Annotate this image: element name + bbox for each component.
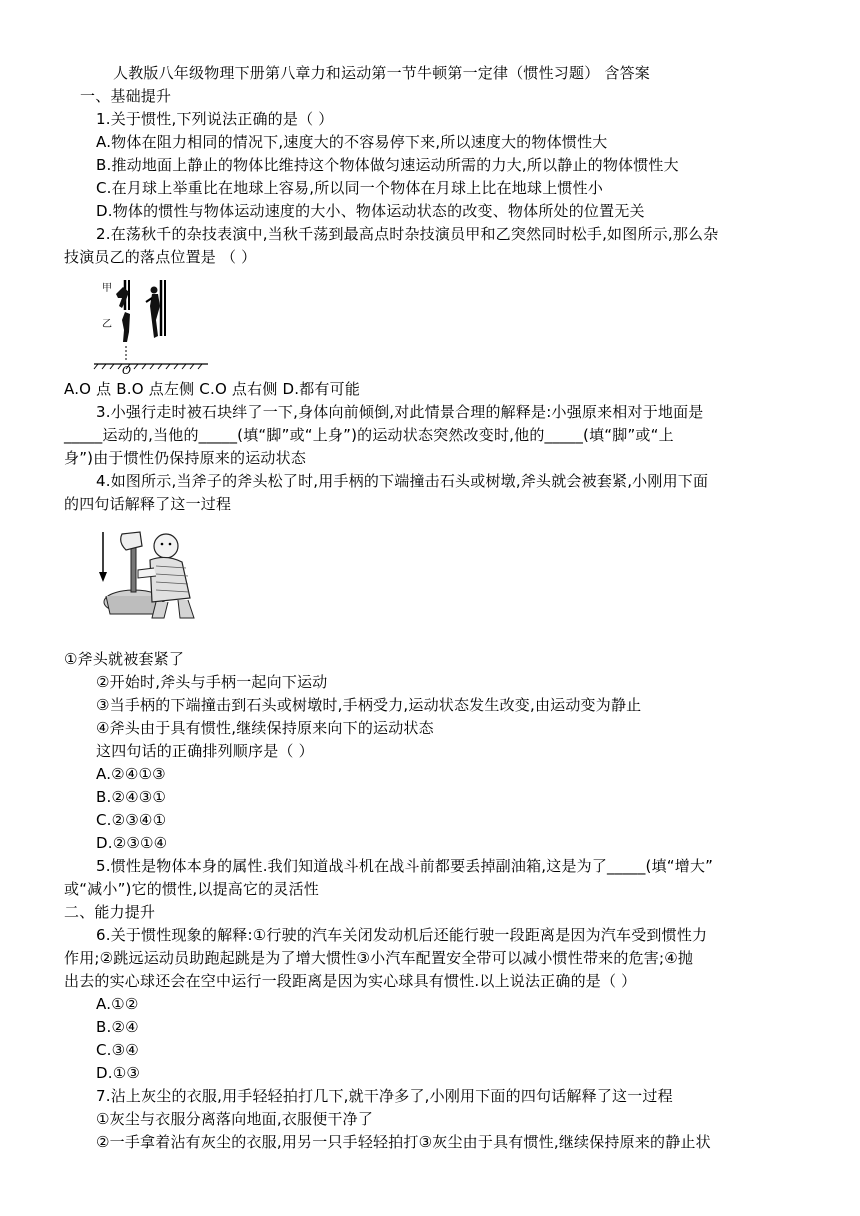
q2-stem-line2: 技演员乙的落点位置是 （ ） bbox=[64, 248, 257, 266]
q4-ask: 这四句话的正确排列顺序是（ ） bbox=[96, 742, 314, 760]
q6-option-d: D.①③ bbox=[96, 1064, 141, 1082]
q2-stem-line1: 2.在荡秋千的杂技表演中,当秋千荡到最高点时杂技演员甲和乙突然同时松手,如图所示,那么杂 bbox=[96, 225, 719, 243]
q1-option-d: D.物体的惯性与物体运动速度的大小、物体运动状态的改变、物体所处的位置无关 bbox=[96, 202, 645, 220]
swing-figure bbox=[92, 276, 212, 378]
q1-stem: 1.关于惯性,下列说法正确的是（ ） bbox=[96, 110, 334, 128]
section-heading-ability: 二、能力提升 bbox=[64, 903, 156, 921]
label-yi: 乙 bbox=[102, 319, 112, 330]
q1-option-b: B.推动地面上静止的物体比维持这个物体做匀速运动所需的力大,所以静止的物体惯性大 bbox=[96, 156, 679, 174]
q5-line1: 5.惯性是物体本身的属性.我们知道战斗机在战斗前都要丢掉副油箱,这是为了_____(填“增大” bbox=[96, 857, 714, 875]
page-title: 人教版八年级物理下册第八章力和运动第一节牛顿第一定律（惯性习题） 含答案 bbox=[113, 64, 650, 82]
q4-sentence-3: ③当手柄的下端撞击到石头或树墩时,手柄受力,运动状态发生改变,由运动变为静止 bbox=[96, 696, 642, 714]
q6-line2: 作用;②跳远运动员助跑起跳是为了增大惯性③小汽车配置安全带可以减小惯性带来的危害;④抛 bbox=[64, 949, 694, 967]
q3-line1: 3.小强行走时被石块绊了一下,身体向前倾倒,对此情景合理的解释是:小强原来相对于地面是 bbox=[96, 403, 704, 421]
label-jia: 甲 bbox=[102, 283, 112, 294]
q2-options: A.O 点 B.O 点左侧 C.O 点右侧 D.都有可能 bbox=[64, 380, 361, 398]
label-o: O bbox=[122, 364, 132, 377]
axe-illustration bbox=[98, 524, 206, 620]
q6-option-b: B.②④ bbox=[96, 1018, 139, 1036]
q6-line3: 出去的实心球还会在空中运行一段距离是因为实心球具有惯性.以上说法正确的是（ ） bbox=[64, 972, 637, 990]
q4-sentence-1: ①斧头就被套紧了 bbox=[64, 650, 185, 668]
q4-line1: 4.如图所示,当斧子的斧头松了时,用手柄的下端撞击石头或树墩,斧头就会被套紧,小刚用下面 bbox=[96, 472, 709, 490]
q7-sentence-1: ①灰尘与衣服分离落向地面,衣服便干净了 bbox=[96, 1110, 374, 1128]
q6-option-a: A.①② bbox=[96, 995, 139, 1013]
q7-line1: 7.沾上灰尘的衣服,用手轻轻拍打几下,就干净多了,小刚用下面的四句话解释了这一过程 bbox=[96, 1087, 673, 1105]
q3-line3: 身”)由于惯性仍保持原来的运动状态 bbox=[64, 449, 307, 467]
q4-option-a: A.②④①③ bbox=[96, 765, 166, 783]
q4-sentence-4: ④斧头由于具有惯性,继续保持原来向下的运动状态 bbox=[96, 719, 434, 737]
section-heading-basic: 一、基础提升 bbox=[80, 87, 172, 105]
q5-line2: 或“减小”)它的惯性,以提高它的灵活性 bbox=[64, 880, 319, 898]
q4-sentence-2: ②开始时,斧头与手柄一起向下运动 bbox=[96, 673, 328, 691]
q1-option-c: C.在月球上举重比在地球上容易,所以同一个物体在月球上比在地球上惯性小 bbox=[96, 179, 604, 197]
q6-line1: 6.关于惯性现象的解释:①行驶的汽车关闭发动机后还能行驶一段距离是因为汽车受到惯性力 bbox=[96, 926, 708, 944]
q7-sentence-2: ②一手拿着沾有灰尘的衣服,用另一只手轻轻拍打③灰尘由于具有惯性,继续保持原来的静止状 bbox=[96, 1133, 711, 1151]
q3-line2: _____运动的,当他的_____(填“脚”或“上身”)的运动状态突然改变时,他的_____(填“脚”或“上 bbox=[64, 426, 674, 444]
q4-option-c: C.②③④① bbox=[96, 811, 167, 829]
q6-option-c: C.③④ bbox=[96, 1041, 139, 1059]
q4-option-b: B.②④③① bbox=[96, 788, 167, 806]
q1-option-a: A.物体在阻力相同的情况下,速度大的不容易停下来,所以速度大的物体惯性大 bbox=[96, 133, 608, 151]
q4-line2: 的四句话解释了这一过程 bbox=[64, 495, 232, 513]
q4-option-d: D.②③①④ bbox=[96, 834, 168, 852]
